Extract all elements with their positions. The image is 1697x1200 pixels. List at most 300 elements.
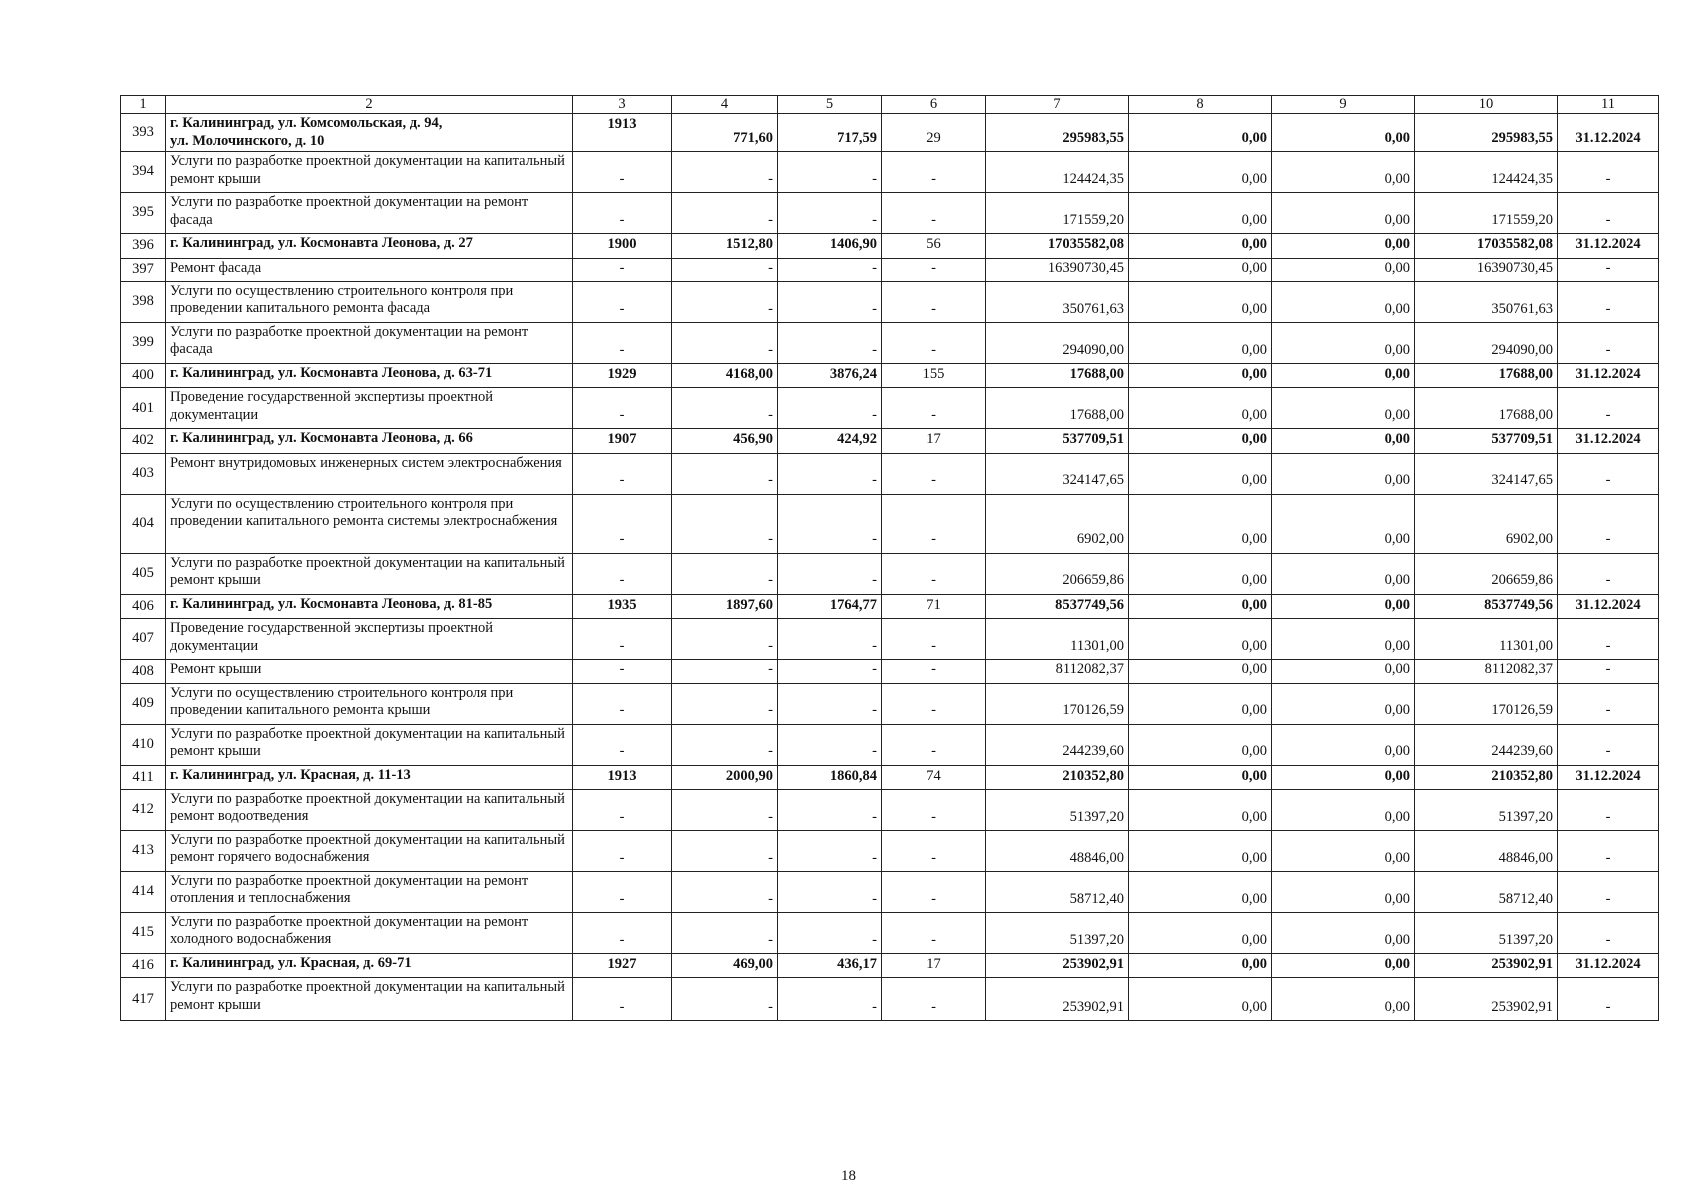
cost-col9-cell: 0,00 — [1272, 114, 1415, 152]
year-cell: - — [573, 912, 672, 953]
completion-date-cell: 31.12.2024 — [1558, 114, 1659, 152]
completion-date-cell: - — [1558, 871, 1659, 912]
cost-col9-cell: 0,00 — [1272, 619, 1415, 660]
residents-cell: - — [882, 912, 986, 953]
total-area-cell: - — [672, 978, 778, 1021]
living-area-cell: - — [778, 322, 882, 363]
living-area-cell: - — [778, 978, 882, 1021]
total-area-cell: - — [672, 912, 778, 953]
row-number-cell: 396 — [121, 234, 166, 258]
completion-date-cell: - — [1558, 978, 1659, 1021]
cost-col9-cell: 0,00 — [1272, 453, 1415, 494]
living-area-cell: - — [778, 830, 882, 871]
total-cost-cell: 171559,20 — [986, 193, 1129, 234]
total-area-cell: - — [672, 494, 778, 553]
residents-cell: 17 — [882, 429, 986, 453]
living-area-cell: - — [778, 683, 882, 724]
cost-col9-cell: 0,00 — [1272, 258, 1415, 281]
completion-date-cell: - — [1558, 553, 1659, 594]
living-area-cell: - — [778, 724, 882, 765]
service-row — [121, 152, 1659, 193]
total-area-cell: 1897,60 — [672, 594, 778, 618]
total-cost-cell: 17035582,08 — [986, 234, 1129, 258]
column-header: 3 — [573, 96, 672, 114]
living-area-cell: - — [778, 789, 882, 830]
object-name-cell: Ремонт фасада — [166, 258, 573, 281]
object-name-cell: Услуги по разработке проектной документации на капитальный ремонт водоотведения — [166, 789, 573, 830]
row-number-cell: 393 — [121, 114, 166, 152]
row-number-cell: 395 — [121, 193, 166, 234]
total-cost-cell: 51397,20 — [986, 912, 1129, 953]
cost-col9-cell: 0,00 — [1272, 789, 1415, 830]
column-header: 5 — [778, 96, 882, 114]
cost-col8-cell: 0,00 — [1129, 114, 1272, 152]
cost-col10-cell: 17688,00 — [1415, 388, 1558, 429]
living-area-cell: - — [778, 912, 882, 953]
cost-col8-cell: 0,00 — [1129, 258, 1272, 281]
object-name-cell: Услуги по разработке проектной документации на ремонт фасада — [166, 322, 573, 363]
total-area-cell: - — [672, 683, 778, 724]
column-header: 7 — [986, 96, 1129, 114]
column-header: 11 — [1558, 96, 1659, 114]
address-row — [121, 114, 1659, 152]
year-cell: 1929 — [573, 363, 672, 387]
cost-col8-cell: 0,00 — [1129, 281, 1272, 322]
object-name-cell: Проведение государственной экспертизы проектной документации — [166, 388, 573, 429]
total-cost-cell: 17688,00 — [986, 363, 1129, 387]
living-area-cell: - — [778, 388, 882, 429]
total-area-cell: - — [672, 322, 778, 363]
cost-col9-cell: 0,00 — [1272, 765, 1415, 789]
column-header: 6 — [882, 96, 986, 114]
residents-cell: - — [882, 724, 986, 765]
address-row — [121, 429, 1659, 453]
residents-cell: - — [882, 830, 986, 871]
object-name-cell: г. Калининград, ул. Космонавта Леонова, д. 63-71 — [166, 363, 573, 387]
year-cell: - — [573, 619, 672, 660]
living-area-cell: - — [778, 494, 882, 553]
service-row — [121, 322, 1659, 363]
living-area-cell: 424,92 — [778, 429, 882, 453]
column-header: 9 — [1272, 96, 1415, 114]
residents-cell: - — [882, 453, 986, 494]
row-number-cell: 412 — [121, 789, 166, 830]
total-area-cell: 456,90 — [672, 429, 778, 453]
row-number-cell: 413 — [121, 830, 166, 871]
cost-col9-cell: 0,00 — [1272, 494, 1415, 553]
completion-date-cell: - — [1558, 494, 1659, 553]
completion-date-cell: 31.12.2024 — [1558, 594, 1659, 618]
completion-date-cell: - — [1558, 789, 1659, 830]
residents-cell: 71 — [882, 594, 986, 618]
cost-col9-cell: 0,00 — [1272, 953, 1415, 977]
completion-date-cell: - — [1558, 912, 1659, 953]
row-number-cell: 417 — [121, 978, 166, 1021]
year-cell: 1907 — [573, 429, 672, 453]
total-cost-cell: 253902,91 — [986, 978, 1129, 1021]
column-header: 2 — [166, 96, 573, 114]
living-area-cell: - — [778, 660, 882, 683]
cost-col8-cell: 0,00 — [1129, 912, 1272, 953]
total-area-cell: - — [672, 193, 778, 234]
cost-col8-cell: 0,00 — [1129, 234, 1272, 258]
cost-col10-cell: 51397,20 — [1415, 912, 1558, 953]
row-number-cell: 397 — [121, 258, 166, 281]
residents-cell: 155 — [882, 363, 986, 387]
row-number-cell: 404 — [121, 494, 166, 553]
row-number-cell: 394 — [121, 152, 166, 193]
cost-col9-cell: 0,00 — [1272, 978, 1415, 1021]
page-number: 18 — [841, 1168, 856, 1184]
total-area-cell: - — [672, 258, 778, 281]
cost-col10-cell: 58712,40 — [1415, 871, 1558, 912]
living-area-cell: - — [778, 281, 882, 322]
cost-col8-cell: 0,00 — [1129, 789, 1272, 830]
living-area-cell: - — [778, 619, 882, 660]
total-cost-cell: 170126,59 — [986, 683, 1129, 724]
total-area-cell: 4168,00 — [672, 363, 778, 387]
year-cell: 1900 — [573, 234, 672, 258]
service-row — [121, 871, 1659, 912]
total-area-cell: - — [672, 871, 778, 912]
total-cost-cell: 537709,51 — [986, 429, 1129, 453]
object-name-cell: Ремонт внутридомовых инженерных систем электроснабжения — [166, 453, 573, 494]
cost-col10-cell: 295983,55 — [1415, 114, 1558, 152]
cost-col10-cell: 17688,00 — [1415, 363, 1558, 387]
cost-col10-cell: 17035582,08 — [1415, 234, 1558, 258]
cost-col9-cell: 0,00 — [1272, 281, 1415, 322]
column-header: 8 — [1129, 96, 1272, 114]
total-cost-cell: 253902,91 — [986, 953, 1129, 977]
total-area-cell: 771,60 — [672, 114, 778, 152]
cost-col8-cell: 0,00 — [1129, 429, 1272, 453]
cost-col9-cell: 0,00 — [1272, 871, 1415, 912]
cost-col10-cell: 244239,60 — [1415, 724, 1558, 765]
residents-cell: - — [882, 388, 986, 429]
address-row — [121, 765, 1659, 789]
cost-col10-cell: 253902,91 — [1415, 978, 1558, 1021]
total-cost-cell: 17688,00 — [986, 388, 1129, 429]
cost-col8-cell: 0,00 — [1129, 619, 1272, 660]
service-row — [121, 724, 1659, 765]
row-number-cell: 400 — [121, 363, 166, 387]
object-name-cell: Услуги по разработке проектной документации на ремонт фасада — [166, 193, 573, 234]
living-area-cell: - — [778, 258, 882, 281]
row-number-cell: 407 — [121, 619, 166, 660]
object-name-cell: Услуги по разработке проектной документации на капитальный ремонт крыши — [166, 978, 573, 1021]
cost-col9-cell: 0,00 — [1272, 912, 1415, 953]
cost-col9-cell: 0,00 — [1272, 429, 1415, 453]
cost-col8-cell: 0,00 — [1129, 594, 1272, 618]
total-cost-cell: 124424,35 — [986, 152, 1129, 193]
total-cost-cell: 244239,60 — [986, 724, 1129, 765]
completion-date-cell: - — [1558, 453, 1659, 494]
service-row — [121, 619, 1659, 660]
row-number-cell: 401 — [121, 388, 166, 429]
object-name-cell: г. Калининград, ул. Космонавта Леонова, д. 27 — [166, 234, 573, 258]
total-area-cell: - — [672, 281, 778, 322]
residents-cell: - — [882, 258, 986, 281]
living-area-cell: - — [778, 193, 882, 234]
living-area-cell: - — [778, 152, 882, 193]
completion-date-cell: - — [1558, 619, 1659, 660]
cost-col10-cell: 350761,63 — [1415, 281, 1558, 322]
completion-date-cell: 31.12.2024 — [1558, 234, 1659, 258]
cost-col9-cell: 0,00 — [1272, 660, 1415, 683]
object-name-cell: г. Калининград, ул. Красная, д. 69-71 — [166, 953, 573, 977]
total-cost-cell: 350761,63 — [986, 281, 1129, 322]
residents-cell: - — [882, 494, 986, 553]
object-name-cell: Услуги по разработке проектной документации на капитальный ремонт крыши — [166, 724, 573, 765]
cost-col8-cell: 0,00 — [1129, 152, 1272, 193]
completion-date-cell: - — [1558, 683, 1659, 724]
total-area-cell: - — [672, 660, 778, 683]
row-number-cell: 415 — [121, 912, 166, 953]
year-cell: - — [573, 683, 672, 724]
residents-cell: - — [882, 871, 986, 912]
completion-date-cell: 31.12.2024 — [1558, 363, 1659, 387]
completion-date-cell: 31.12.2024 — [1558, 953, 1659, 977]
cost-col10-cell: 6902,00 — [1415, 494, 1558, 553]
service-row — [121, 193, 1659, 234]
total-cost-cell: 48846,00 — [986, 830, 1129, 871]
column-number-header-row — [121, 96, 1659, 114]
column-header: 1 — [121, 96, 166, 114]
object-name-cell: Услуги по разработке проектной документации на капитальный ремонт горячего водоснабжения — [166, 830, 573, 871]
living-area-cell: - — [778, 871, 882, 912]
cost-col8-cell: 0,00 — [1129, 683, 1272, 724]
cost-col8-cell: 0,00 — [1129, 724, 1272, 765]
living-area-cell: 1764,77 — [778, 594, 882, 618]
cost-col9-cell: 0,00 — [1272, 594, 1415, 618]
total-area-cell: - — [672, 453, 778, 494]
column-header: 4 — [672, 96, 778, 114]
cost-col10-cell: 8112082,37 — [1415, 660, 1558, 683]
cost-col9-cell: 0,00 — [1272, 193, 1415, 234]
total-cost-cell: 58712,40 — [986, 871, 1129, 912]
object-name-cell: г. Калининград, ул. Комсомольская, д. 94, ул. Молочинского, д. 10 — [166, 114, 573, 152]
total-cost-cell: 16390730,45 — [986, 258, 1129, 281]
column-header: 10 — [1415, 96, 1558, 114]
row-number-cell: 409 — [121, 683, 166, 724]
year-cell: - — [573, 830, 672, 871]
cost-col10-cell: 537709,51 — [1415, 429, 1558, 453]
cost-col8-cell: 0,00 — [1129, 453, 1272, 494]
row-number-cell: 399 — [121, 322, 166, 363]
year-cell: - — [573, 494, 672, 553]
cost-col9-cell: 0,00 — [1272, 830, 1415, 871]
total-area-cell: - — [672, 789, 778, 830]
total-area-cell: - — [672, 724, 778, 765]
address-row — [121, 234, 1659, 258]
row-number-cell: 416 — [121, 953, 166, 977]
residents-cell: 56 — [882, 234, 986, 258]
cost-col8-cell: 0,00 — [1129, 553, 1272, 594]
service-row — [121, 453, 1659, 494]
cost-col9-cell: 0,00 — [1272, 388, 1415, 429]
cost-col8-cell: 0,00 — [1129, 978, 1272, 1021]
living-area-cell: - — [778, 553, 882, 594]
cost-col8-cell: 0,00 — [1129, 494, 1272, 553]
total-cost-cell: 8112082,37 — [986, 660, 1129, 683]
cost-col8-cell: 0,00 — [1129, 830, 1272, 871]
cost-col8-cell: 0,00 — [1129, 322, 1272, 363]
completion-date-cell: - — [1558, 152, 1659, 193]
cost-col10-cell: 171559,20 — [1415, 193, 1558, 234]
object-name-cell: Услуги по осуществлению строительного контроля при проведении капитального ремонта крыши — [166, 683, 573, 724]
address-row — [121, 594, 1659, 618]
year-cell: - — [573, 660, 672, 683]
program-table — [120, 95, 1659, 1021]
year-cell: - — [573, 553, 672, 594]
completion-date-cell: - — [1558, 322, 1659, 363]
cost-col9-cell: 0,00 — [1272, 152, 1415, 193]
residents-cell: - — [882, 789, 986, 830]
living-area-cell: 436,17 — [778, 953, 882, 977]
object-name-cell: Услуги по разработке проектной документации на ремонт отопления и теплоснабжения — [166, 871, 573, 912]
service-row — [121, 683, 1659, 724]
row-number-cell: 410 — [121, 724, 166, 765]
cost-col8-cell: 0,00 — [1129, 871, 1272, 912]
object-name-cell: Ремонт крыши — [166, 660, 573, 683]
object-name-cell: Услуги по разработке проектной документации на капитальный ремонт крыши — [166, 553, 573, 594]
cost-col10-cell: 48846,00 — [1415, 830, 1558, 871]
residents-cell: - — [882, 619, 986, 660]
row-number-cell: 408 — [121, 660, 166, 683]
row-number-cell: 411 — [121, 765, 166, 789]
row-number-cell: 414 — [121, 871, 166, 912]
year-cell: - — [573, 193, 672, 234]
total-cost-cell: 11301,00 — [986, 619, 1129, 660]
completion-date-cell: 31.12.2024 — [1558, 429, 1659, 453]
year-cell: - — [573, 871, 672, 912]
cost-col8-cell: 0,00 — [1129, 953, 1272, 977]
living-area-cell: 1406,90 — [778, 234, 882, 258]
residents-cell: - — [882, 322, 986, 363]
residents-cell: - — [882, 281, 986, 322]
residents-cell: - — [882, 152, 986, 193]
total-area-cell: 469,00 — [672, 953, 778, 977]
total-cost-cell: 324147,65 — [986, 453, 1129, 494]
total-area-cell: - — [672, 388, 778, 429]
residents-cell: - — [882, 978, 986, 1021]
row-number-cell: 405 — [121, 553, 166, 594]
object-name-cell: г. Калининград, ул. Космонавта Леонова, д. 81-85 — [166, 594, 573, 618]
object-name-cell: г. Калининград, ул. Красная, д. 11-13 — [166, 765, 573, 789]
cost-col10-cell: 16390730,45 — [1415, 258, 1558, 281]
living-area-cell: 1860,84 — [778, 765, 882, 789]
cost-col10-cell: 124424,35 — [1415, 152, 1558, 193]
year-cell: - — [573, 789, 672, 830]
residents-cell: - — [882, 660, 986, 683]
cost-col10-cell: 51397,20 — [1415, 789, 1558, 830]
cost-col9-cell: 0,00 — [1272, 683, 1415, 724]
cost-col8-cell: 0,00 — [1129, 363, 1272, 387]
service-row — [121, 388, 1659, 429]
cost-col8-cell: 0,00 — [1129, 765, 1272, 789]
total-area-cell: - — [672, 830, 778, 871]
service-row — [121, 912, 1659, 953]
object-name-cell: г. Калининград, ул. Космонавта Леонова, д. 66 — [166, 429, 573, 453]
total-area-cell: 2000,90 — [672, 765, 778, 789]
cost-col10-cell: 206659,86 — [1415, 553, 1558, 594]
cost-col9-cell: 0,00 — [1272, 322, 1415, 363]
living-area-cell: 3876,24 — [778, 363, 882, 387]
total-cost-cell: 294090,00 — [986, 322, 1129, 363]
total-cost-cell: 51397,20 — [986, 789, 1129, 830]
residents-cell: 17 — [882, 953, 986, 977]
object-name-cell: Услуги по разработке проектной документации на ремонт холодного водоснабжения — [166, 912, 573, 953]
cost-col10-cell: 294090,00 — [1415, 322, 1558, 363]
total-cost-cell: 8537749,56 — [986, 594, 1129, 618]
residents-cell: - — [882, 193, 986, 234]
completion-date-cell: - — [1558, 193, 1659, 234]
year-cell: - — [573, 258, 672, 281]
year-cell: 1927 — [573, 953, 672, 977]
year-cell: - — [573, 453, 672, 494]
total-cost-cell: 206659,86 — [986, 553, 1129, 594]
residents-cell: - — [882, 683, 986, 724]
address-row — [121, 953, 1659, 977]
cost-col9-cell: 0,00 — [1272, 553, 1415, 594]
table-body — [121, 96, 1659, 1021]
row-number-cell: 403 — [121, 453, 166, 494]
total-area-cell: - — [672, 553, 778, 594]
year-cell: - — [573, 978, 672, 1021]
completion-date-cell: - — [1558, 724, 1659, 765]
cost-col10-cell: 324147,65 — [1415, 453, 1558, 494]
row-number-cell: 398 — [121, 281, 166, 322]
residents-cell: 74 — [882, 765, 986, 789]
completion-date-cell: - — [1558, 281, 1659, 322]
completion-date-cell: - — [1558, 388, 1659, 429]
living-area-cell: - — [778, 453, 882, 494]
cost-col10-cell: 8537749,56 — [1415, 594, 1558, 618]
service-row — [121, 258, 1659, 281]
year-cell: 1935 — [573, 594, 672, 618]
residents-cell: - — [882, 553, 986, 594]
completion-date-cell: - — [1558, 660, 1659, 683]
total-area-cell: - — [672, 619, 778, 660]
cost-col10-cell: 170126,59 — [1415, 683, 1558, 724]
year-cell: 1913 — [573, 765, 672, 789]
year-cell: - — [573, 388, 672, 429]
completion-date-cell: 31.12.2024 — [1558, 765, 1659, 789]
cost-col10-cell: 210352,80 — [1415, 765, 1558, 789]
total-area-cell: 1512,80 — [672, 234, 778, 258]
completion-date-cell: - — [1558, 830, 1659, 871]
cost-col9-cell: 0,00 — [1272, 363, 1415, 387]
service-row — [121, 978, 1659, 1021]
service-row — [121, 553, 1659, 594]
service-row — [121, 494, 1659, 553]
total-cost-cell: 6902,00 — [986, 494, 1129, 553]
row-number-cell: 406 — [121, 594, 166, 618]
service-row — [121, 660, 1659, 683]
object-name-cell: Услуги по осуществлению строительного контроля при проведении капитального ремонта фасада — [166, 281, 573, 322]
year-cell: - — [573, 724, 672, 765]
address-row — [121, 363, 1659, 387]
object-name-cell: Проведение государственной экспертизы проектной документации — [166, 619, 573, 660]
cost-col8-cell: 0,00 — [1129, 193, 1272, 234]
row-number-cell: 402 — [121, 429, 166, 453]
cost-col8-cell: 0,00 — [1129, 660, 1272, 683]
living-area-cell: 717,59 — [778, 114, 882, 152]
total-cost-cell: 295983,55 — [986, 114, 1129, 152]
service-row — [121, 830, 1659, 871]
object-name-cell: Услуги по разработке проектной документации на капитальный ремонт крыши — [166, 152, 573, 193]
year-cell: 1913 — [573, 114, 672, 152]
